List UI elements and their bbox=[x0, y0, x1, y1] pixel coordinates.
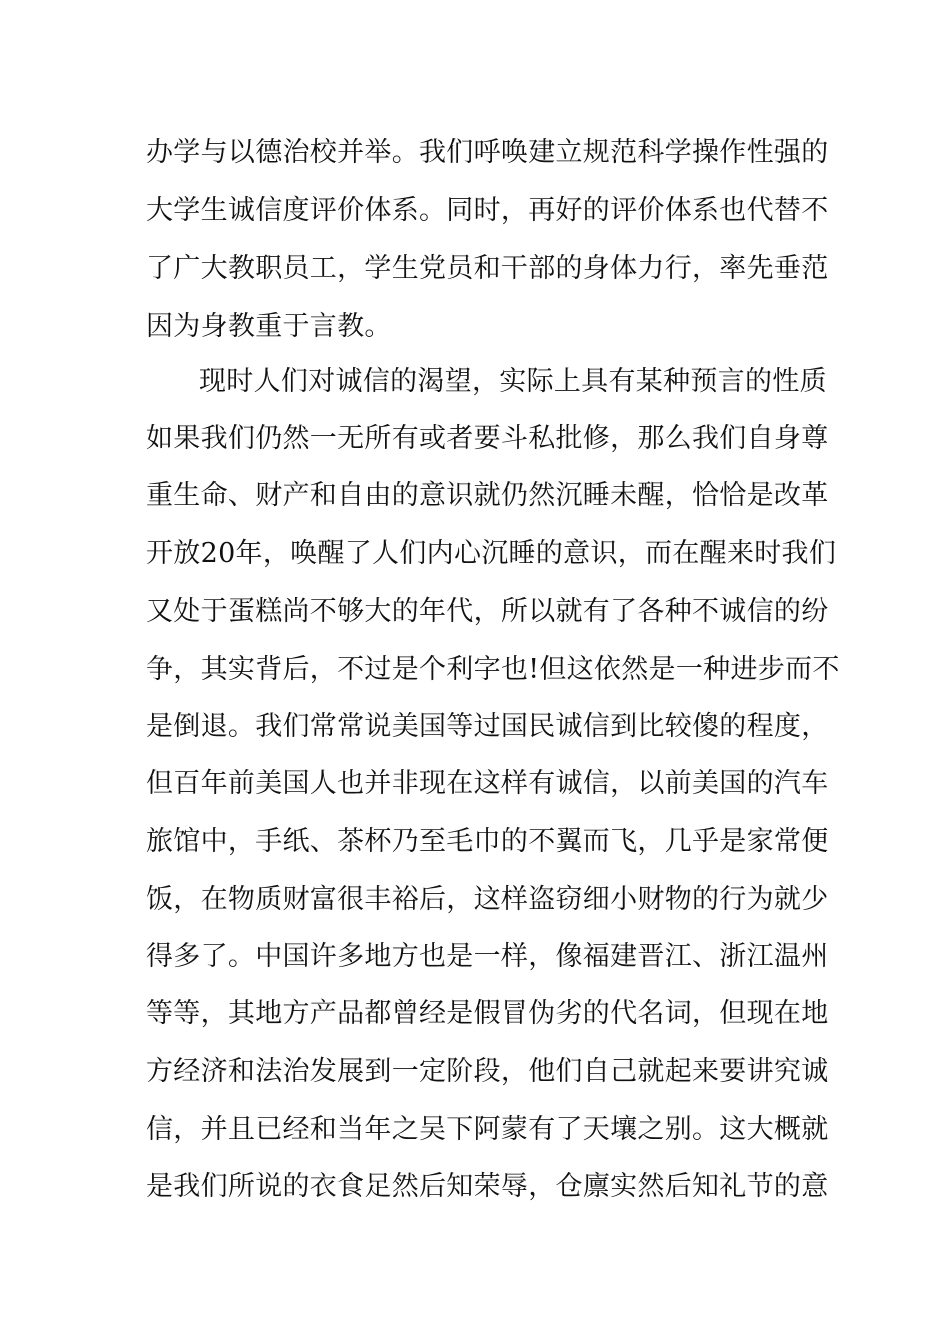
text-line: 办学与以德治校并举。我们呼唤建立规范科学操作性强的 bbox=[146, 137, 829, 168]
text-line: 得多了。中国许多地方也是一样，像福建晋江、浙江温州 bbox=[146, 941, 829, 972]
text-line: 争，其实背后，不过是个利字也!但这依然是一种进步而不 bbox=[146, 654, 840, 685]
text-line: 大学生诚信度评价体系。同时，再好的评价体系也代替不 bbox=[146, 195, 829, 226]
text-line: 因为身教重于言教。 bbox=[146, 311, 392, 342]
text-line-indented: 现时人们对诚信的渴望，实际上具有某种预言的性质 bbox=[199, 366, 827, 397]
text-line: 又处于蛋糕尚不够大的年代，所以就有了各种不诚信的纷 bbox=[146, 596, 829, 627]
text-line: 信，并且已经和当年之吴下阿蒙有了天壤之别。这大概就 bbox=[146, 1114, 829, 1145]
text-line: 重生命、财产和自由的意识就仍然沉睡未醒，恰恰是改革 bbox=[146, 480, 829, 511]
text-line: 如果我们仍然一无所有或者要斗私批修，那么我们自身尊 bbox=[146, 423, 829, 454]
text-line: 是倒退。我们常常说美国等过国民诚信到比较傻的程度， bbox=[146, 711, 829, 742]
text-line: 开放20年，唤醒了人们内心沉睡的意识，而在醒来时我们 bbox=[146, 538, 837, 569]
text-line: 但百年前美国人也并非现在这样有诚信，以前美国的汽车 bbox=[146, 768, 829, 799]
text-line: 是我们所说的衣食足然后知荣辱，仓廪实然后知礼节的意 bbox=[146, 1171, 829, 1202]
text-line: 等等，其地方产品都曾经是假冒伪劣的代名词，但现在地 bbox=[146, 998, 829, 1029]
text-line: 了广大教职员工，学生党员和干部的身体力行，率先垂范 bbox=[146, 253, 829, 284]
text-line: 方经济和法治发展到一定阶段，他们自己就起来要讲究诚 bbox=[146, 1056, 829, 1087]
text-line: 饭，在物质财富很丰裕后，这样盗窃细小财物的行为就少 bbox=[146, 884, 829, 915]
text-line: 旅馆中，手纸、茶杯乃至毛巾的不翼而飞，几乎是家常便 bbox=[146, 826, 829, 857]
